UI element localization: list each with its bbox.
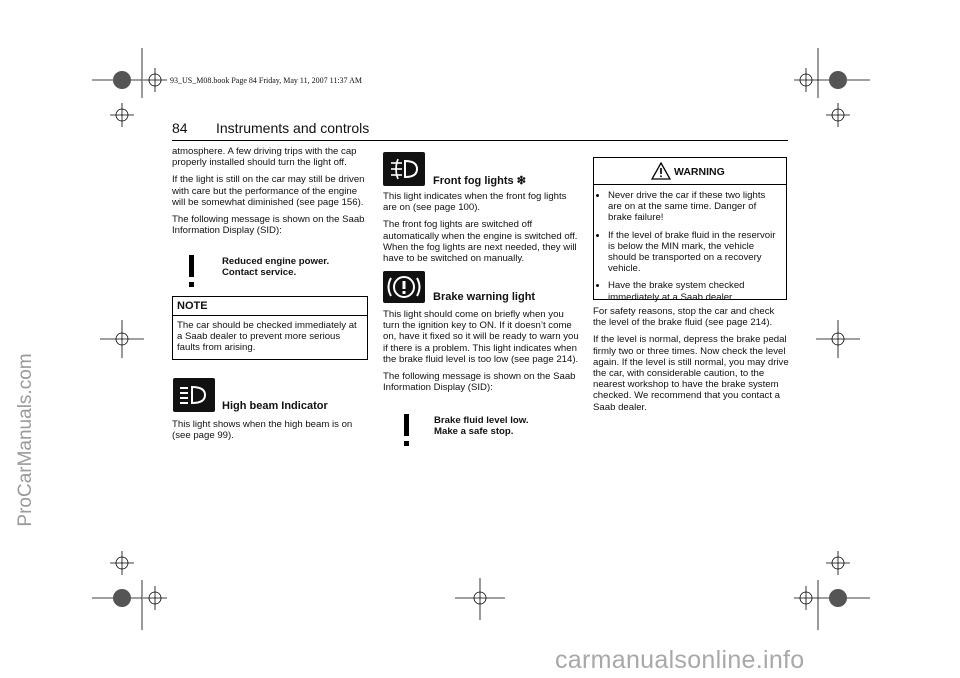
sid-exclamation-icon xyxy=(185,255,199,294)
col2-fog-text xyxy=(383,191,579,270)
footer-watermark: carmanualsonline.info xyxy=(555,646,805,674)
brake-sid-message: Brake fluid level low. Make a safe stop. xyxy=(434,415,529,438)
file-stamp: 93_US_M08.book Page 84 Friday, May 11, 2007 11:37 AM xyxy=(170,76,362,85)
front-fog-light-icon xyxy=(383,152,425,186)
col1-paragraph: If the light is still on the car may still be driven with care but the performance of the engine will be somewhat diminished (see page 156). xyxy=(172,174,365,208)
high-beam-indicator-icon xyxy=(173,378,215,412)
col2-brake-text xyxy=(383,309,579,399)
exclamation-icon xyxy=(400,414,414,448)
brake-paragraph: The following message is shown on the Saab Information Display (SID): xyxy=(383,371,576,394)
sidebar-watermark xyxy=(6,230,46,650)
brake-heading: Brake warning light xyxy=(433,291,536,303)
section-title: Instruments and controls xyxy=(216,120,370,136)
col1-paragraph: atmosphere. A few driving trips with the cap properly installed should turn the light off. xyxy=(172,146,357,169)
exclamation-icon xyxy=(185,255,199,289)
warning-header xyxy=(594,158,786,185)
note-title: NOTE xyxy=(173,297,367,316)
brake-warning-icon xyxy=(383,271,425,303)
high-beam-heading: High beam Indicator xyxy=(222,400,328,412)
warning-item: • If the level of brake fluid in the reservoir is below the MIN mark, the vehicle should be transported on a recovery vehicle. xyxy=(608,230,778,275)
note-text: The car should be checked immediately at a Saab dealer to prevent more serious faults from arising. xyxy=(177,320,357,354)
col3-paragraph: If the level is normal, depress the brake pedal firmly two or three times. Now check the level again. If the level is still normal, you may drive the car, with considerable caution, to the nearest workshop to have the brake system checked. We recommend that you contact a Saab dealer. xyxy=(593,334,789,413)
col1-text xyxy=(172,146,368,242)
col3-paragraph: For safety reasons, stop the car and check the level of the brake fluid (see page 214). xyxy=(593,306,775,329)
col1-paragraph: The following message is shown on the Saab Information Display (SID): xyxy=(172,214,365,237)
sid-message: Reduced engine power. Contact service. xyxy=(222,256,330,279)
high-beam-text: This light shows when the high beam is on (see page 99). xyxy=(172,419,353,442)
warning-item: • Have the brake system checked immediately at a Saab dealer. xyxy=(608,280,778,302)
sid-exclamation-icon xyxy=(400,414,414,453)
fog-paragraph: This light indicates when the front fog lights are on (see page 100). xyxy=(383,191,567,214)
fog-heading: Front fog lights ❇ xyxy=(433,175,526,187)
warning-item: • Never drive the car if these two lights are on at the same time. Danger of brake failure! xyxy=(608,190,778,224)
warning-box xyxy=(593,157,787,303)
brake-paragraph: This light should come on briefly when you turn the ignition key to ON. If it doesn’t come on, have it fixed so it will be ready to warn you if there is a problem. This light indicates when the brake fluid level is too low (see page 214). xyxy=(383,309,579,365)
warning-list xyxy=(594,185,786,303)
header-rule xyxy=(172,140,788,141)
note-box xyxy=(172,296,368,360)
warning-title: WARNING xyxy=(674,166,725,178)
page-number: 84 xyxy=(172,120,188,136)
warning-triangle-icon xyxy=(651,162,671,180)
fog-paragraph: The front fog lights are switched off automatically when the engine is switched off. When the fog lights are next needed, they will have to be switched on manually. xyxy=(383,219,578,265)
col3-text xyxy=(593,306,789,419)
sidebar-watermark-text: ProCarManuals.com xyxy=(15,353,36,527)
